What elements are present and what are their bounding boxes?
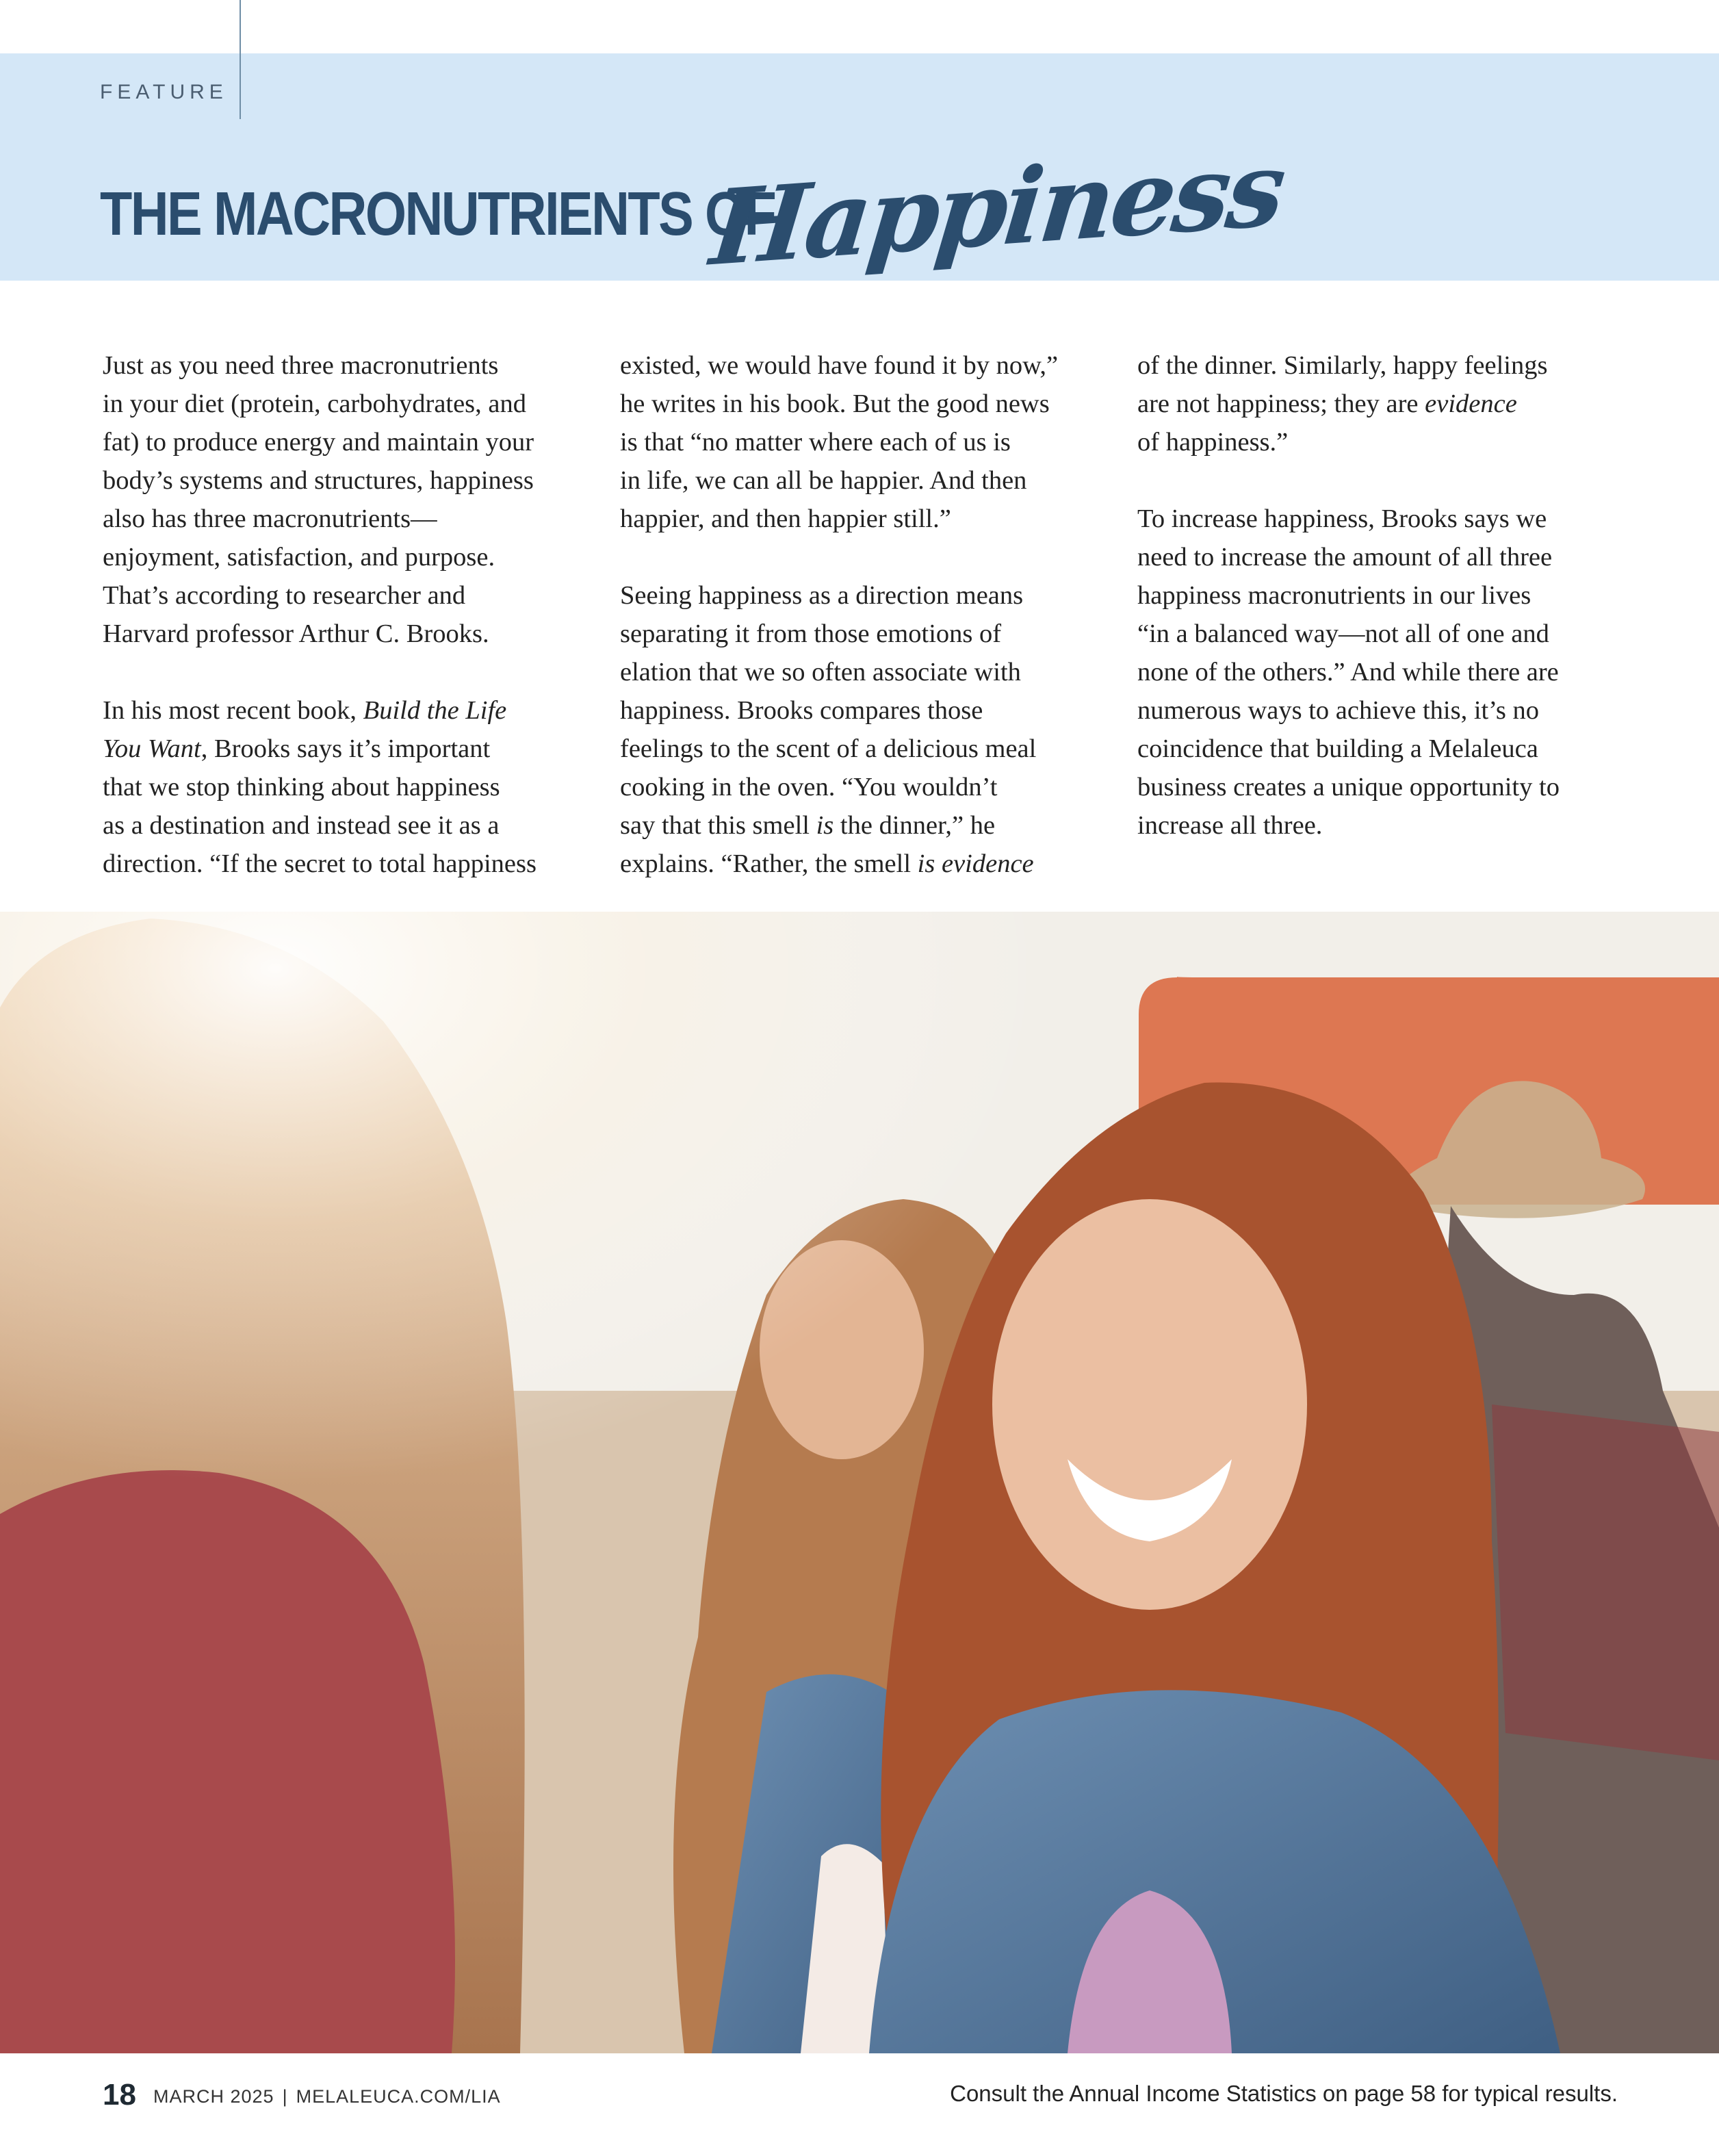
text-line: feelings to the scent of a delicious meal [620,734,1037,763]
text-line: elation that we so often associate with [620,658,1021,686]
text-line: “in a balanced way—not all of one and [1137,619,1549,648]
text-line: body’s systems and structures, happiness [103,466,534,495]
page-number: 18 [103,2078,136,2112]
issue-info [153,2086,501,2107]
article-paragraph [103,691,595,883]
header-divider [240,0,241,119]
article-paragraph [620,576,1113,883]
text-line: in life, we can all be happier. And then [620,466,1027,495]
article-column-2 [620,346,1113,921]
article-paragraph [620,346,1113,538]
text-line: That’s according to researcher and [103,581,466,610]
article-paragraph [1137,500,1630,845]
text-line: he writes in his book. But the good news [620,389,1050,418]
text-line: To increase happiness, Brooks says we [1137,504,1547,533]
text-line: Just as you need three macronutrients [103,351,499,380]
article-title-script: Happiness [706,127,1289,290]
text-line: cooking in the oven. “You wouldn’t [620,773,998,801]
text-line: coincidence that building a Melaleuca [1137,734,1538,763]
text-line: of happiness.” [1137,428,1289,457]
article-column-1 [103,346,595,921]
text-line: direction. “If the secret to total happiness [103,849,537,878]
text-line: fat) to produce energy and maintain your [103,428,534,457]
footer-separator: | [282,2086,288,2107]
article-paragraph [1137,346,1630,461]
text-line: happiness macronutrients in our lives [1137,581,1531,610]
text-line: explains. “Rather, the smell is evidence [620,849,1034,878]
text-line: increase all three. [1137,811,1323,840]
text-line: In his most recent book, Build the Life [103,696,507,725]
text-line: are not happiness; they are evidence [1137,389,1517,418]
text-line: also has three macronutrients— [103,504,437,533]
text-line: You Want, Brooks says it’s important [103,734,491,763]
text-line: happier, and then happier still.” [620,504,951,533]
article-paragraph [103,346,595,653]
text-line: of the dinner. Similarly, happy feelings [1137,351,1548,380]
text-line: Harvard professor Arthur C. Brooks. [103,619,489,648]
article-title: THE MACRONUTRIENTS OF [100,180,775,248]
income-disclaimer: Consult the Annual Income Statistics on page 58 for typical results. [950,2081,1618,2106]
text-line: business creates a unique opportunity to [1137,773,1560,801]
text-line: happiness. Brooks compares those [620,696,983,725]
text-line: enjoyment, satisfaction, and purpose. [103,543,495,572]
text-line: in your diet (protein, carbohydrates, and [103,389,527,418]
text-line: as a destination and instead see it as a [103,811,500,840]
text-line: Seeing happiness as a direction means [620,581,1024,610]
site-link[interactable]: MELALEUCA.COM/LIA [296,2086,501,2107]
text-line: that we stop thinking about happiness [103,773,500,801]
text-line: numerous ways to achieve this, it’s no [1137,696,1540,725]
article-column-3 [1137,346,1630,883]
issue-date: MARCH 2025 [153,2086,274,2107]
text-line: none of the others.” And while there are [1137,658,1559,686]
text-line: existed, we would have found it by now,” [620,351,1059,380]
feature-photo [0,912,1719,2053]
text-line: need to increase the amount of all three [1137,543,1553,572]
section-label: FEATURE [100,81,228,103]
text-line: separating it from those emotions of [620,619,1002,648]
text-line: is that “no matter where each of us is [620,428,1011,457]
text-line: say that this smell is the dinner,” he [620,811,996,840]
